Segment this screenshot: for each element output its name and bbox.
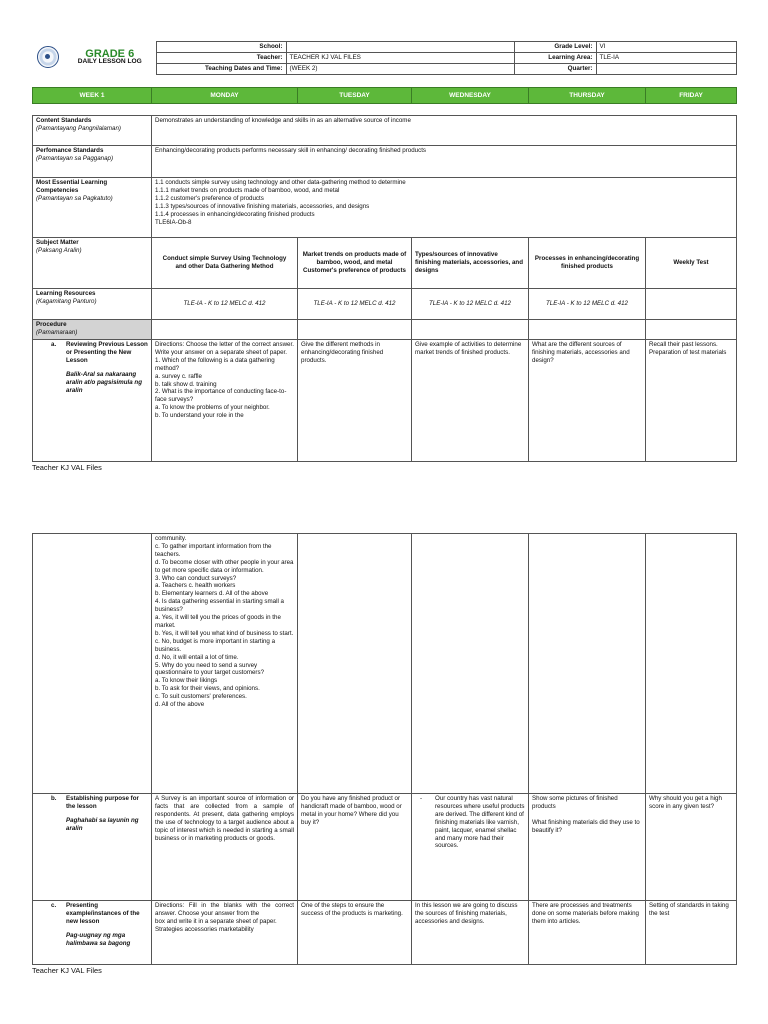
deped-seal: [32, 42, 64, 75]
quarter-value: [596, 64, 736, 75]
row-content-standards: [33, 116, 737, 146]
step-a-monday-continued: community. c. To gather important information from the teachers. d. To become closer with other people in your area to get more specific data or information. 3. Who can conduct surveys? a. Teachers c. health workers b. Elementary learners d. All of the above 4. Is data gathering essential in starting small a business? a. Yes, it will tell you the prices of goods in the market. b. Yes, it will tell you what kind of business to start. c. No, budget is more important in starting a business. d. No, it will entail a lot of time. 5. Why do you need to send a survey questionnaire to your target customers? a. To know their likings b. To ask for their views, and opinions. c. To suit customers' preferences. d. All of the above: [152, 534, 298, 794]
school-value: [286, 42, 514, 53]
day-monday: MONDAY: [152, 88, 298, 104]
day-thursday: THURSDAY: [529, 88, 646, 104]
week-label: WEEK 1: [33, 88, 152, 104]
content-standards-value: Demonstrates an understanding of knowledge and skills in as an alternative source of income: [152, 116, 737, 146]
step-c-label: Presenting example/instances of the new lesson: [66, 902, 140, 925]
performance-standards-sub: (Pamantayan sa Pagganap): [36, 154, 114, 162]
page2-footer: Teacher KJ VAL Files: [32, 966, 102, 975]
step-b-tuesday: Do you have any finished product or handicraft made of bamboo, wood or metal in your home? Where did you buy it?: [298, 794, 412, 901]
step-c-letter: c.: [51, 902, 57, 909]
grade-level-value: VI: [596, 42, 736, 53]
learning-area-label: Learning Area:: [514, 53, 596, 64]
resources-tuesday: TLE-IA - K to 12 MELC d. 412: [298, 289, 412, 320]
step-c-monday: Directions: Fill in the blanks with the correct answer. Choose your answer from the box and write it in a separate sheet of paper. Strategies accessories marketability: [152, 901, 298, 965]
learning-area-value: TLE-IA: [596, 53, 736, 64]
resources-wednesday: TLE-IA - K to 12 MELC d. 412: [412, 289, 529, 320]
subject-matter-sub: (Paksang Aralin): [36, 246, 82, 254]
row-b-purpose: [33, 794, 737, 901]
content-standards-sub: (Pamantayang Pangnilalaman): [36, 124, 121, 132]
step-c-tuesday: One of the steps to ensure the success of the products is marketing.: [298, 901, 412, 965]
subject-monday: Conduct simple Survey Using Technology and other Data Gathering Method: [152, 238, 298, 289]
performance-standards-value: Enhancing/decorating products performs necessary skill in enhancing/ decorating finished products: [152, 146, 737, 178]
melc-value: 1.1 conducts simple survey using technology and other data-gathering method to determine 1.1.1 market trends on products made of bamboo, wood, and metal 1.1.2 customer's preference of products 1.1.3 types/sources of innovative finishing materials, accessories, and designs 1.1.4 processes in enhancing/decorating finished products TLE6IA-Ob-8: [152, 178, 737, 238]
resources-monday: TLE-IA - K to 12 MELC d. 412: [152, 289, 298, 320]
step-a-wednesday: Give example of activities to determine market trends of finished products.: [412, 340, 529, 462]
step-c-wednesday: In this lesson we are going to discuss the sources of finishing materials, accessories and designs.: [412, 901, 529, 965]
dates-value: (WEEK 2): [286, 64, 514, 75]
lesson-table-page1: [32, 115, 737, 462]
page1-footer: Teacher KJ VAL Files: [32, 463, 102, 472]
row-a-reviewing: [33, 340, 737, 462]
step-a-monday: Directions: Choose the letter of the correct answer. Write your answer on a separate sheet of paper. 1. Which of the following is a data gathering method? a. survey c. raffle b. talk show d. training 2. What is the importance of conducting face-to-face surveys? a. To know the problems of your neighbor. b. To understand your role in the: [152, 340, 298, 462]
header-table: [32, 41, 737, 75]
day-friday: FRIDAY: [646, 88, 737, 104]
learning-resources-label: Learning Resources: [36, 290, 96, 297]
row-performance-standards: [33, 146, 737, 178]
teacher-value: TEACHER KJ VAL FILES: [286, 53, 514, 64]
step-a-tuesday: Give the different methods in enhancing/decorating finished products.: [298, 340, 412, 462]
row-procedure: [33, 320, 737, 340]
subject-matter-label: Subject Matter: [36, 239, 79, 246]
day-tuesday: TUESDAY: [298, 88, 412, 104]
school-label: School:: [156, 42, 286, 53]
quarter-label: Quarter:: [514, 64, 596, 75]
resources-friday: [646, 289, 737, 320]
row-melc: [33, 178, 737, 238]
step-b-wednesday-dash: -: [420, 795, 423, 802]
step-b-sub: Paghahabi sa layunin ng aralin: [66, 816, 139, 832]
title-block: [64, 42, 156, 75]
step-b-letter: b.: [51, 795, 57, 802]
row-a-continued: [33, 534, 737, 794]
seal-icon: [37, 46, 59, 68]
step-b-monday: A Survey is an important source of information or facts that are collected from a sample of respondents. At present, data gathering employs the use of technology to a target audience about a topic of interest which is needed in starting a small business or in marketing products or goods.: [152, 794, 298, 901]
grade-level-label: Grade Level:: [514, 42, 596, 53]
subject-wednesday: Types/sources of innovative finishing materials, accessories, and designs: [412, 238, 529, 289]
day-wednesday: WEDNESDAY: [412, 88, 529, 104]
week-bar: [32, 87, 737, 104]
performance-standards-label: Perfomance Standards: [36, 147, 104, 154]
resources-thursday: TLE-IA - K to 12 MELC d. 412: [529, 289, 646, 320]
subject-thursday: Processes in enhancing/decorating finished products: [529, 238, 646, 289]
step-c-friday: Setting of standards in taking the test: [646, 901, 737, 965]
step-a-friday: Recall their past lessons. Preparation of test materials: [646, 340, 737, 462]
step-c-thursday: There are processes and treatments done on some materials before making them into articles.: [529, 901, 646, 965]
step-c-sub: Pag-uugnay ng mga halimbawa sa bagong: [66, 931, 131, 947]
lesson-table-page2: [32, 533, 737, 965]
grade-title: GRADE 6: [85, 48, 135, 60]
step-a-letter: a.: [51, 341, 57, 348]
row-learning-resources: [33, 289, 737, 320]
step-b-label: Establishing purpose for the lesson: [66, 795, 139, 810]
row-c-presenting: [33, 901, 737, 965]
content-standards-label: Content Standards: [36, 117, 92, 124]
melc-sub: (Pamantayan sa Pagkatuto): [36, 194, 113, 202]
step-b-wednesday: Our country has vast natural resources where useful products are derived. The different kind of finishing materials like varnish, paint, lacquer, enamel shellac and many more had their sources.: [435, 795, 525, 850]
row-subject-matter: [33, 238, 737, 289]
step-a-sub: Balik-Aral sa nakaraang aralin at/o pagsisimula ng aralin: [66, 370, 142, 394]
subject-tuesday: Market trends on products made of bamboo, wood, and metal Customer's preference of products: [298, 238, 412, 289]
learning-resources-sub: (Kagamitang Panturo): [36, 297, 97, 305]
step-b-wednesday-cell: [412, 794, 529, 901]
step-b-thursday: Show some pictures of finished products What finishing materials did they use to beautify it?: [529, 794, 646, 901]
dates-label: Teaching Dates and Time:: [156, 64, 286, 75]
step-b-friday: Why should you get a high score in any given test?: [646, 794, 737, 901]
procedure-label: Procedure: [36, 321, 67, 328]
procedure-sub: (Pamamaraan): [36, 328, 78, 336]
melc-label: Most Essential Learning Competencies: [36, 179, 108, 194]
log-title: DAILY LESSON LOG: [77, 58, 142, 65]
step-a-label: Reviewing Previous Lesson or Presenting the New Lesson: [66, 341, 148, 364]
subject-friday: Weekly Test: [646, 238, 737, 289]
step-a-thursday: What are the different sources of finishing materials, accessories and design?: [529, 340, 646, 462]
teacher-label: Teacher:: [156, 53, 286, 64]
